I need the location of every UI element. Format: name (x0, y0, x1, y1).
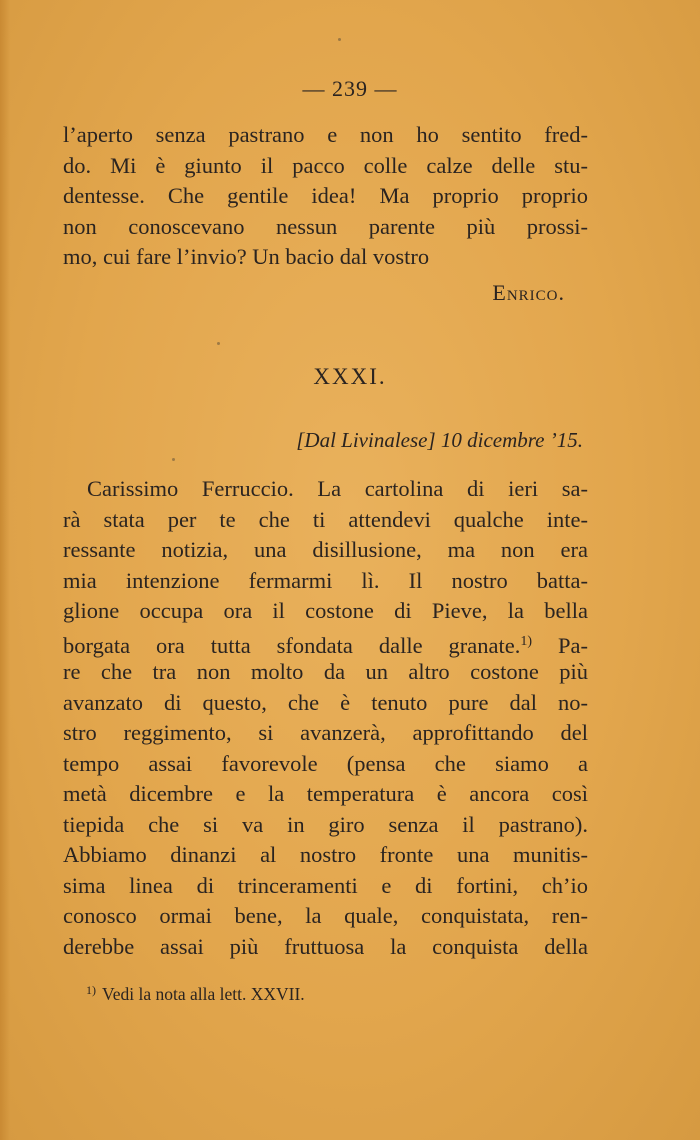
text-line: do. Mi è giunto il pacco colle calze delle stu- (63, 152, 588, 178)
footnote-marker: 1) (86, 983, 96, 997)
paper-speck (172, 458, 175, 461)
text-line: metà dicembre e la temperatura è ancora così (63, 781, 588, 806)
text-line: re che tra non molto da un altro costone più (63, 659, 588, 684)
text-segment: Pa- (532, 632, 589, 658)
text-line: stro reggimento, si avanzerà, approfittando del (63, 720, 588, 745)
dateline: [Dal Livinalese] 10 dicembre ’15. (296, 428, 583, 452)
text-line: l’aperto senza pastrano e non ho sentito fred- (63, 122, 588, 147)
text-line: sima linea di trinceramenti e di fortini, ch’io (63, 872, 588, 898)
text-line: tiepida che si va in giro senza il pastrano). (63, 811, 588, 837)
text-line: dentesse. Che gentile idea! Ma proprio proprio (63, 183, 588, 208)
section-title: XXXI. (313, 364, 387, 389)
text-segment: borgata ora tutta sfondata dalle granate. (63, 632, 521, 658)
text-line: mo, cui fare l’invio? Un bacio dal vostro (63, 244, 430, 269)
page-edge-shadow (0, 0, 10, 1140)
text-line: derebbe assai più fruttuosa la conquista della (63, 933, 588, 959)
text-line: mia intenzione fermarmi lì. Il nostro batta- (63, 567, 588, 593)
text-line: conosco ormai bene, la quale, conquistata, ren- (63, 903, 588, 928)
text-line: ressante notizia, una disillusione, ma non era (63, 537, 588, 562)
text-line-with-footnote-ref (63, 627, 588, 658)
footnote-reference: 1) (520, 633, 533, 649)
signature: Enrico. (492, 280, 565, 305)
page-number: — 239 — (302, 76, 398, 101)
footnote (86, 983, 305, 1005)
paper-speck (217, 342, 220, 345)
letter-body-paragraph (63, 474, 588, 962)
text-line: Abbiamo dinanzi al nostro fronte una munitis- (63, 842, 588, 867)
text-line: Carissimo Ferruccio. La cartolina di ieri sa- (87, 476, 588, 501)
text-line: avanzato di questo, che è tenuto pure dal no- (63, 689, 588, 715)
text-line: non conoscevano nessun parente più prossi- (63, 213, 588, 239)
paper-speck (338, 38, 341, 41)
text-line: rà stata per te che ti attendevi qualche inte- (63, 506, 588, 532)
letter-end-paragraph (63, 120, 588, 273)
text-line: glione occupa ora il costone di Pieve, la bella (63, 598, 588, 623)
text-line: tempo assai favorevole (pensa che siamo a (63, 750, 588, 776)
footnote-text: Vedi la nota alla lett. XXVII. (102, 984, 305, 1004)
